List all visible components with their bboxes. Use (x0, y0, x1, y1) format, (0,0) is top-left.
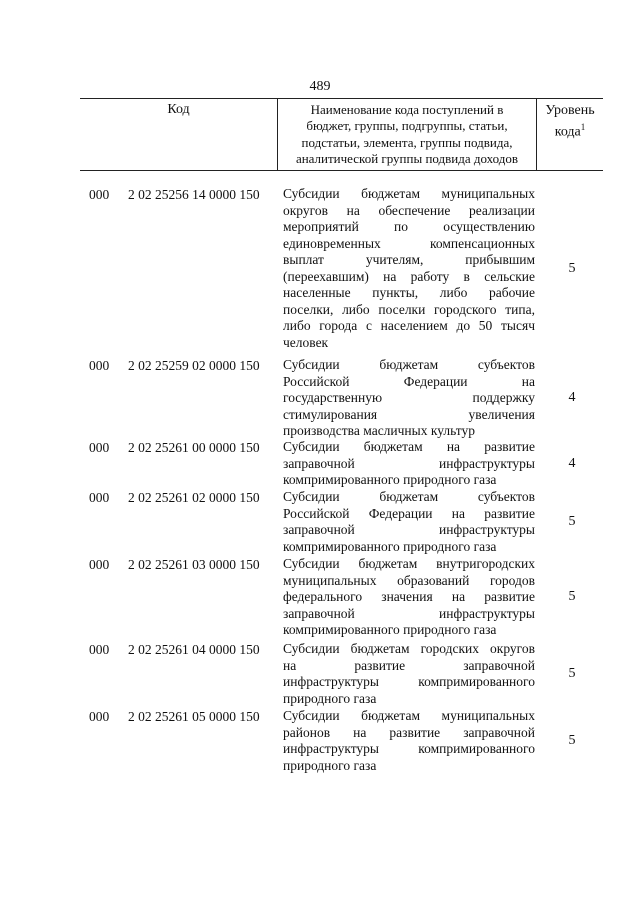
name-line: природного газа (283, 757, 377, 773)
revenue-code: 2 02 25261 04 0000 150 (128, 642, 260, 657)
name-line: природного газа (283, 690, 377, 706)
name-line: населенные пункты, либо рабочие (283, 285, 535, 300)
name-line: государственную поддержку (283, 390, 535, 405)
name-line: компримированного природного газа (283, 622, 497, 637)
name-line: заправочной инфраструктуры (283, 455, 535, 471)
page-number: 489 (309, 79, 331, 94)
admin-code: 000 (89, 490, 110, 505)
name-line: федерального значения на развитие (283, 589, 535, 604)
name-line: Субсидии бюджетам на развитие (283, 439, 535, 454)
name-line: либо города с населением до 50 тысяч (283, 318, 535, 333)
admin-code: 000 (89, 440, 110, 455)
revenue-code: 2 02 25259 02 0000 150 (128, 358, 260, 373)
admin-code: 000 (89, 187, 110, 202)
revenue-name (283, 489, 535, 555)
name-line: инфраструктуры компримированного (283, 741, 535, 756)
admin-code: 000 (89, 557, 110, 572)
header-level-line2: кода$^1$ (554, 122, 586, 140)
revenue-code: 2 02 25261 02 0000 150 (128, 490, 260, 505)
header-name-line: бюджет, группы, подгруппы, статьи, (306, 118, 508, 134)
name-line: районов на развитие заправочной (283, 724, 535, 740)
name-line: Российской Федерации на развитие (283, 505, 535, 521)
name-line: производства масличных культур (283, 423, 475, 438)
header-name-line: подстатьи, элемента, группы подвида, (301, 134, 513, 150)
header-code: Код (167, 102, 190, 117)
name-line: Субсидии бюджетам внутригородских (283, 556, 535, 571)
name-line: на развитие заправочной (283, 657, 535, 673)
name-line: Российской Федерации на (283, 373, 535, 389)
header-level (537, 102, 603, 141)
name-line: мероприятий по осуществлению (283, 219, 535, 234)
name-line: Субсидии бюджетам субъектов (283, 489, 535, 504)
name-line: инфраструктуры компримированного (283, 674, 535, 689)
name-line: Субсидии бюджетам муниципальных (283, 186, 535, 201)
name-line: округов на обеспечение реализации (283, 202, 535, 218)
revenue-name (283, 556, 535, 639)
code-level: 5 (568, 260, 576, 276)
name-line: заправочной инфраструктуры (283, 605, 535, 621)
name-line: стимулирования увеличения (283, 406, 535, 422)
name-line: муниципальных образований городов (283, 572, 535, 588)
admin-code: 000 (89, 709, 110, 724)
revenue-name (283, 439, 535, 489)
name-line: заправочной инфраструктуры (283, 522, 535, 537)
name-line: Субсидии бюджетам муниципальных (283, 708, 535, 723)
revenue-code: 2 02 25261 05 0000 150 (128, 709, 260, 724)
header-name (277, 99, 537, 170)
code-level: 4 (568, 390, 576, 406)
header-level-line: Уровень (545, 103, 595, 118)
revenue-code: 2 02 25256 14 0000 150 (128, 187, 260, 202)
name-line: Субсидии бюджетам субъектов (283, 357, 535, 372)
table-header (80, 98, 603, 171)
revenue-name (283, 641, 535, 707)
code-level: 5 (568, 733, 576, 748)
code-level: 5 (568, 589, 576, 605)
name-line: компримированного природного газа (283, 472, 497, 487)
revenue-code: 2 02 25261 00 0000 150 (128, 440, 260, 455)
name-line: поселки, либо поселки городского типа, (283, 301, 535, 317)
code-level: 5 (568, 514, 576, 529)
header-name-line: аналитической группы подвида доходов (295, 150, 519, 166)
revenue-name (283, 186, 535, 351)
admin-code: 000 (89, 358, 110, 373)
code-level: 5 (568, 666, 576, 681)
name-line: единовременных компенсационных (283, 235, 535, 251)
code-level: 4 (568, 455, 576, 471)
name-line: Субсидии бюджетам городских округов (283, 641, 535, 656)
revenue-name (283, 708, 535, 774)
header-name-line: Наименование кода поступлений в (310, 102, 504, 117)
footnote-mark: 1 (580, 122, 586, 132)
name-line: (переехавшим) на работу в сельские (283, 268, 535, 284)
name-line: компримированного природного газа (283, 538, 497, 554)
name-line: человек (283, 334, 329, 350)
name-line: выплат учителям, прибывшим (283, 252, 535, 267)
admin-code: 000 (89, 642, 110, 657)
revenue-code: 2 02 25261 03 0000 150 (128, 557, 260, 572)
revenue-name (283, 357, 535, 440)
